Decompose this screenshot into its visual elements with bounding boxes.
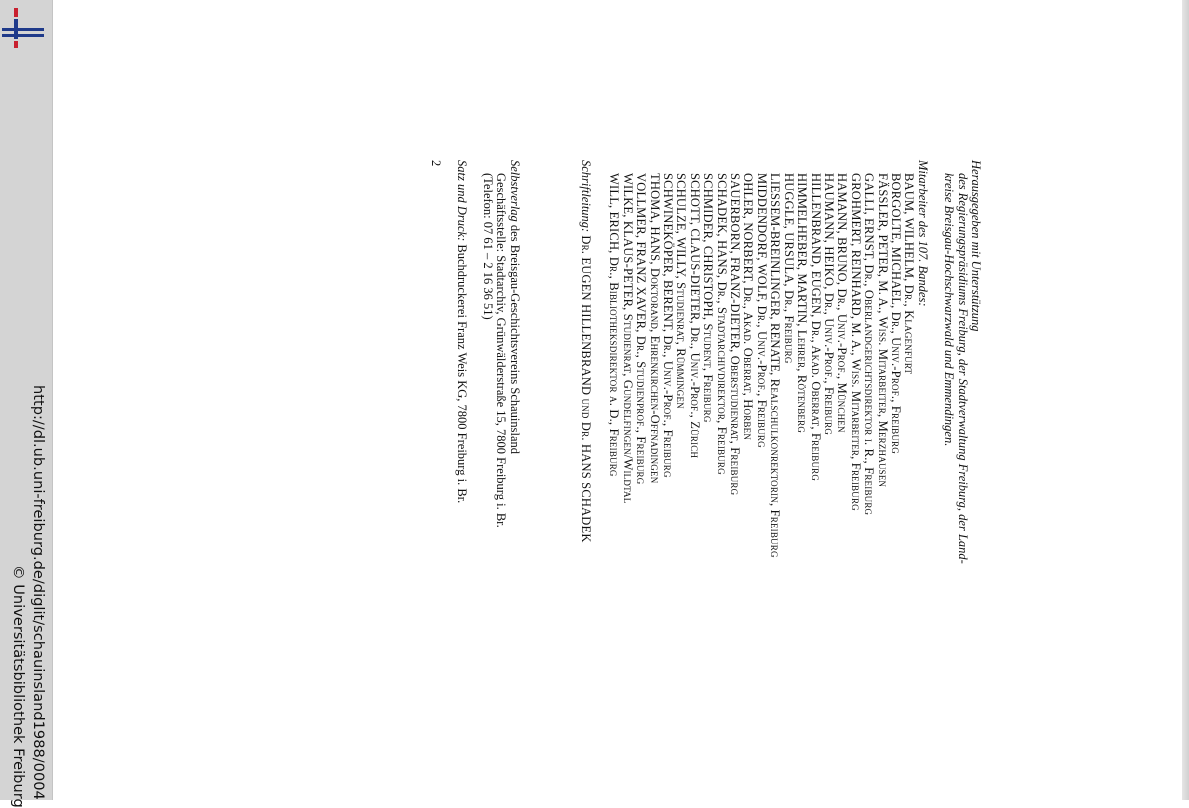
contributor-entry: WILL, ERICH, Dr., Bibliotheksdirektor a. D., Freiburg: [607, 173, 622, 477]
contributor-entry: FÄSSLER, PETER, M. A., Wiss. Mitarbeiter, Merzhausen: [875, 173, 890, 488]
viewer-right-edge: [1182, 0, 1189, 800]
self-publisher-line: [507, 160, 520, 680]
contributor-entry: SCHOTT, CLAUS-DIETER, Dr., Univ.-Prof., Zürich: [687, 173, 702, 459]
contributor-entry: HIMMELHEBER, MARTIN, Lehrer, Rötenberg: [795, 173, 810, 434]
document-page: [429, 160, 982, 680]
contributor-entry: GALLI, ERNST, Dr., Oberlandgerichtsdirektor i. R., Freiburg: [862, 173, 877, 516]
contributor-entry: SCHULZE, WILLY, Studienrat, Rümmingen: [674, 173, 689, 409]
contributor-entry: VOLLMER, FRANZ XAVER, Dr., Studienprof., Freiburg: [634, 173, 649, 485]
editorship-label: Schriftleitung:: [579, 160, 594, 233]
contributor-entry: WILKE, KLAUS-PETER, Studienrat, Gundelfingen/Wildtal: [620, 173, 635, 504]
contributors-heading: Mitarbeiter des 107. Bandes:: [915, 160, 930, 307]
contributor-entry: OHLER, NORBERT, Dr., Akad. Oberrat, Horben: [741, 173, 756, 441]
source-url[interactable]: http://dl.ub.uni-freiburg.de/diglit/schauinsland1988/0004: [30, 385, 47, 800]
contributor-entry: SCHWINEKÖPER, BERENT, Dr., Univ.-Prof., Freiburg: [661, 173, 676, 478]
contributor-entry: BAUM, WILHELM, Dr., Klagenfurt: [902, 173, 917, 375]
office-address: Geschäftsstelle: Stadtarchiv, Grünwälderstraße 15, 7800 Freiburg i. Br.: [494, 173, 509, 528]
printing-label: Satz und Druck:: [455, 160, 470, 242]
contributor-entry: SCHADEK, HANS, Dr., Stadtarchivdirektor, Freiburg: [714, 173, 729, 475]
publisher-line-2: kreise Breisgau-Hochschwarzwald und Emmendingen.: [942, 173, 957, 447]
source-caption: [8, 385, 48, 808]
contributor-entry: GROHMERT, REINHARD, M. A., Wiss. Mitarbeiter, Freiburg: [848, 173, 863, 511]
contributor-entry: HAMANN, BRUNO, Dr., Univ.-Prof., München: [835, 173, 850, 433]
contributor-entry: SCHMIDER, CHRISTOPH, Student, Freiburg: [701, 173, 716, 423]
publisher-heading: Herausgegeben mit Unterstützung: [969, 160, 983, 332]
uni-freiburg-logo-icon[interactable]: [2, 6, 44, 50]
printing-line: [455, 160, 468, 680]
contributor-entry: MIDDENDORF, WOLF, Dr., Univ.-Prof., Freiburg: [754, 173, 769, 448]
contributor-entry: BORGOLTE, MICHAEL, Dr., Univ.-Prof., Freiburg: [888, 173, 903, 454]
office-phone: (Telefon: 07 61 – 2 16 36 51): [480, 173, 495, 320]
contributors-list: [607, 160, 915, 680]
contributor-entry: THOMA, HANS, Doktorand, Ehrenkirchen-Offnadingen: [647, 173, 662, 484]
contributor-entry: HILLENBRAND, EUGEN, Dr., Akad. Oberrat, Freiburg: [808, 173, 823, 482]
viewer-sidebar: [0, 0, 53, 808]
self-publisher-label: Selbstverlag: [507, 160, 522, 222]
publisher-line-1: des Regierungspräsidiums Freiburg, der Stadtverwaltung Freiburg, der Land-: [955, 173, 970, 564]
copyright-notice: © Universitätsbibliothek Freiburg: [10, 565, 27, 808]
contributor-entry: HAUMANN, HEIKO, Dr., Univ.-Prof., Freiburg: [821, 173, 836, 436]
contributor-entry: HUGGLE, URSULA, Dr., Freiburg: [781, 173, 796, 364]
self-publisher-value: des Breisgau-Geschichtsvereins Schauinsland: [507, 224, 522, 455]
contributor-entry: LIESSEM-BREINLINGER, RENATE, Realschulkonrektorin, Freiburg: [768, 173, 783, 558]
printing-value: Buchdruckerei Franz Weis KG, 7800 Freiburg i. Br.: [455, 244, 470, 504]
editorship-value: Dr. EUGEN HILLENBRAND und Dr. HANS SCHADEK: [579, 235, 594, 543]
editorship-line: [579, 160, 592, 680]
contributor-entry: SAUERBORN, FRANZ-DIETER, Oberstudienrat, Freiburg: [728, 173, 743, 496]
page-number: 2: [429, 160, 443, 167]
